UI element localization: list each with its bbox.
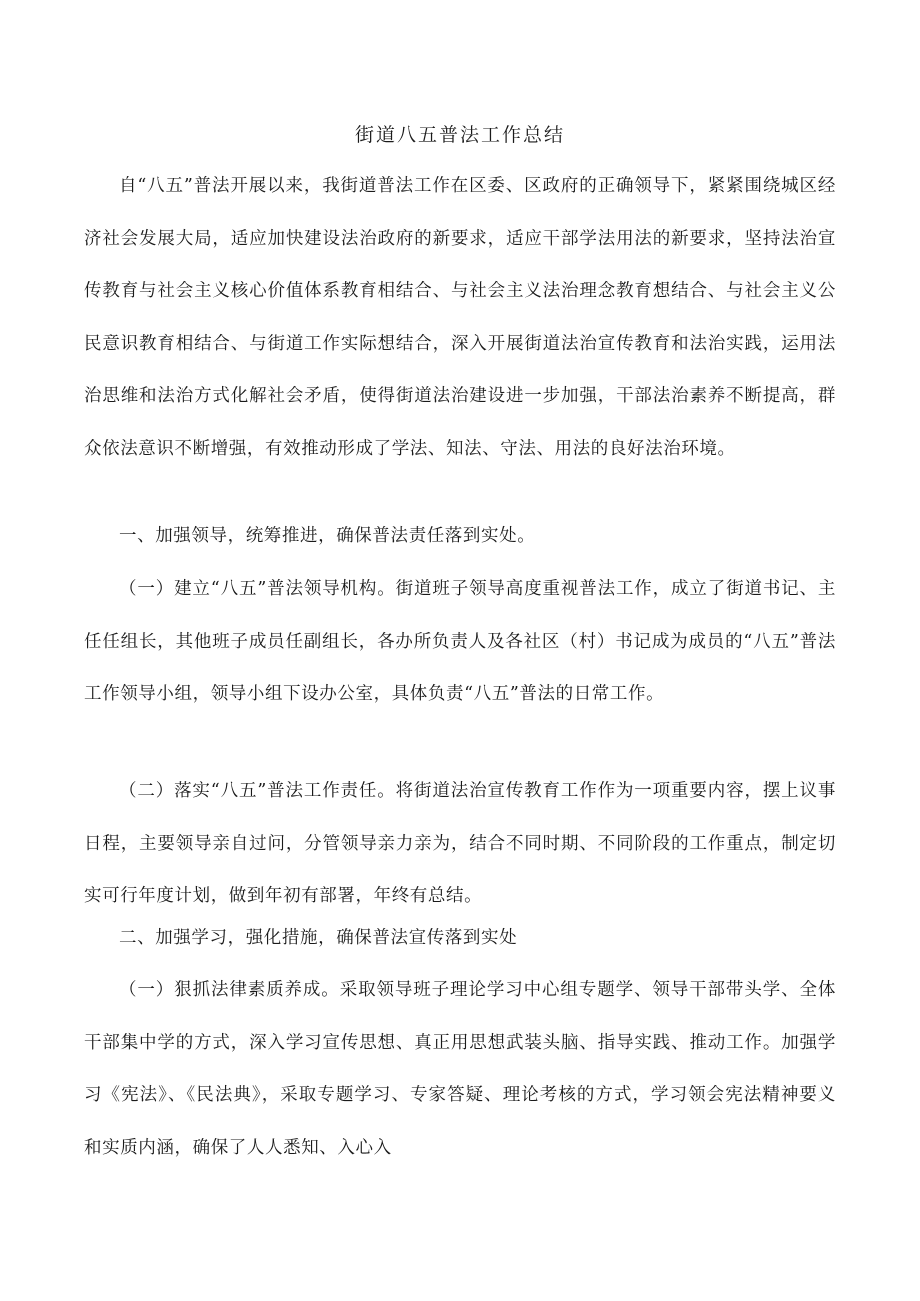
section-2-heading: 二、加强学习，强化措施，确保普法宣传落到实处 [119, 928, 518, 948]
section-1-heading: 一、加强领导，统筹推进，确保普法责任落到实处。 [119, 526, 536, 546]
section-1-item-1-paragraph: （一）建立“八五”普法领导机构。街道班子领导高度重视普法工作，成立了街道书记、主任任组长，其他班子成员任副组长，各办所负责人及各社区（村）书记成为成员的“八五”普法工作领导小组，领导小组下设办公室，具体负责“八五”普法的日常工作。 [84, 579, 836, 704]
intro-paragraph: 自“八五”普法开展以来，我街道普法工作在区委、区政府的正确领导下，紧紧围绕城区经济社会发展大局，适应加快建设法治政府的新要求，适应干部学法用法的新要求，坚持法治宣传教育与社会主义核心价值体系教育相结合、与社会主义法治理念教育想结合、与社会主义公民意识教育相结合、与街道工作实际想结合，深入开展街道法治宣传教育和法治实践，运用法治思维和法治方式化解社会矛盾，使得街道法治建设进一步加强，干部法治素养不断提高，群众依法意识不断增强，有效推动形成了学法、知法、守法、用法的良好法治环境。 [84, 176, 836, 459]
section-2-item-1-paragraph: （一）狠抓法律素质养成。采取领导班子理论学习中心组专题学、领导干部带头学、全体干部集中学的方式，深入学习宣传思想、真正用思想武装头脑、指导实践、推动工作。加强学习《宪法》、《民法典》，采取专题学习、专家答疑、理论考核的方式，学习领会宪法精神要义和实质内涵，确保了人人悉知、入心入 [84, 980, 836, 1158]
section-1-item-2-paragraph: （二）落实“八五”普法工作责任。将街道法治宣传教育工作作为一项重要内容，摆上议事日程，主要领导亲自过问，分管领导亲力亲为，结合不同时期、不同阶段的工作重点，制定切实可行年度计划，做到年初有部署，年终有总结。 [84, 781, 836, 906]
document-title: 街道八五普法工作总结 [354, 124, 565, 146]
